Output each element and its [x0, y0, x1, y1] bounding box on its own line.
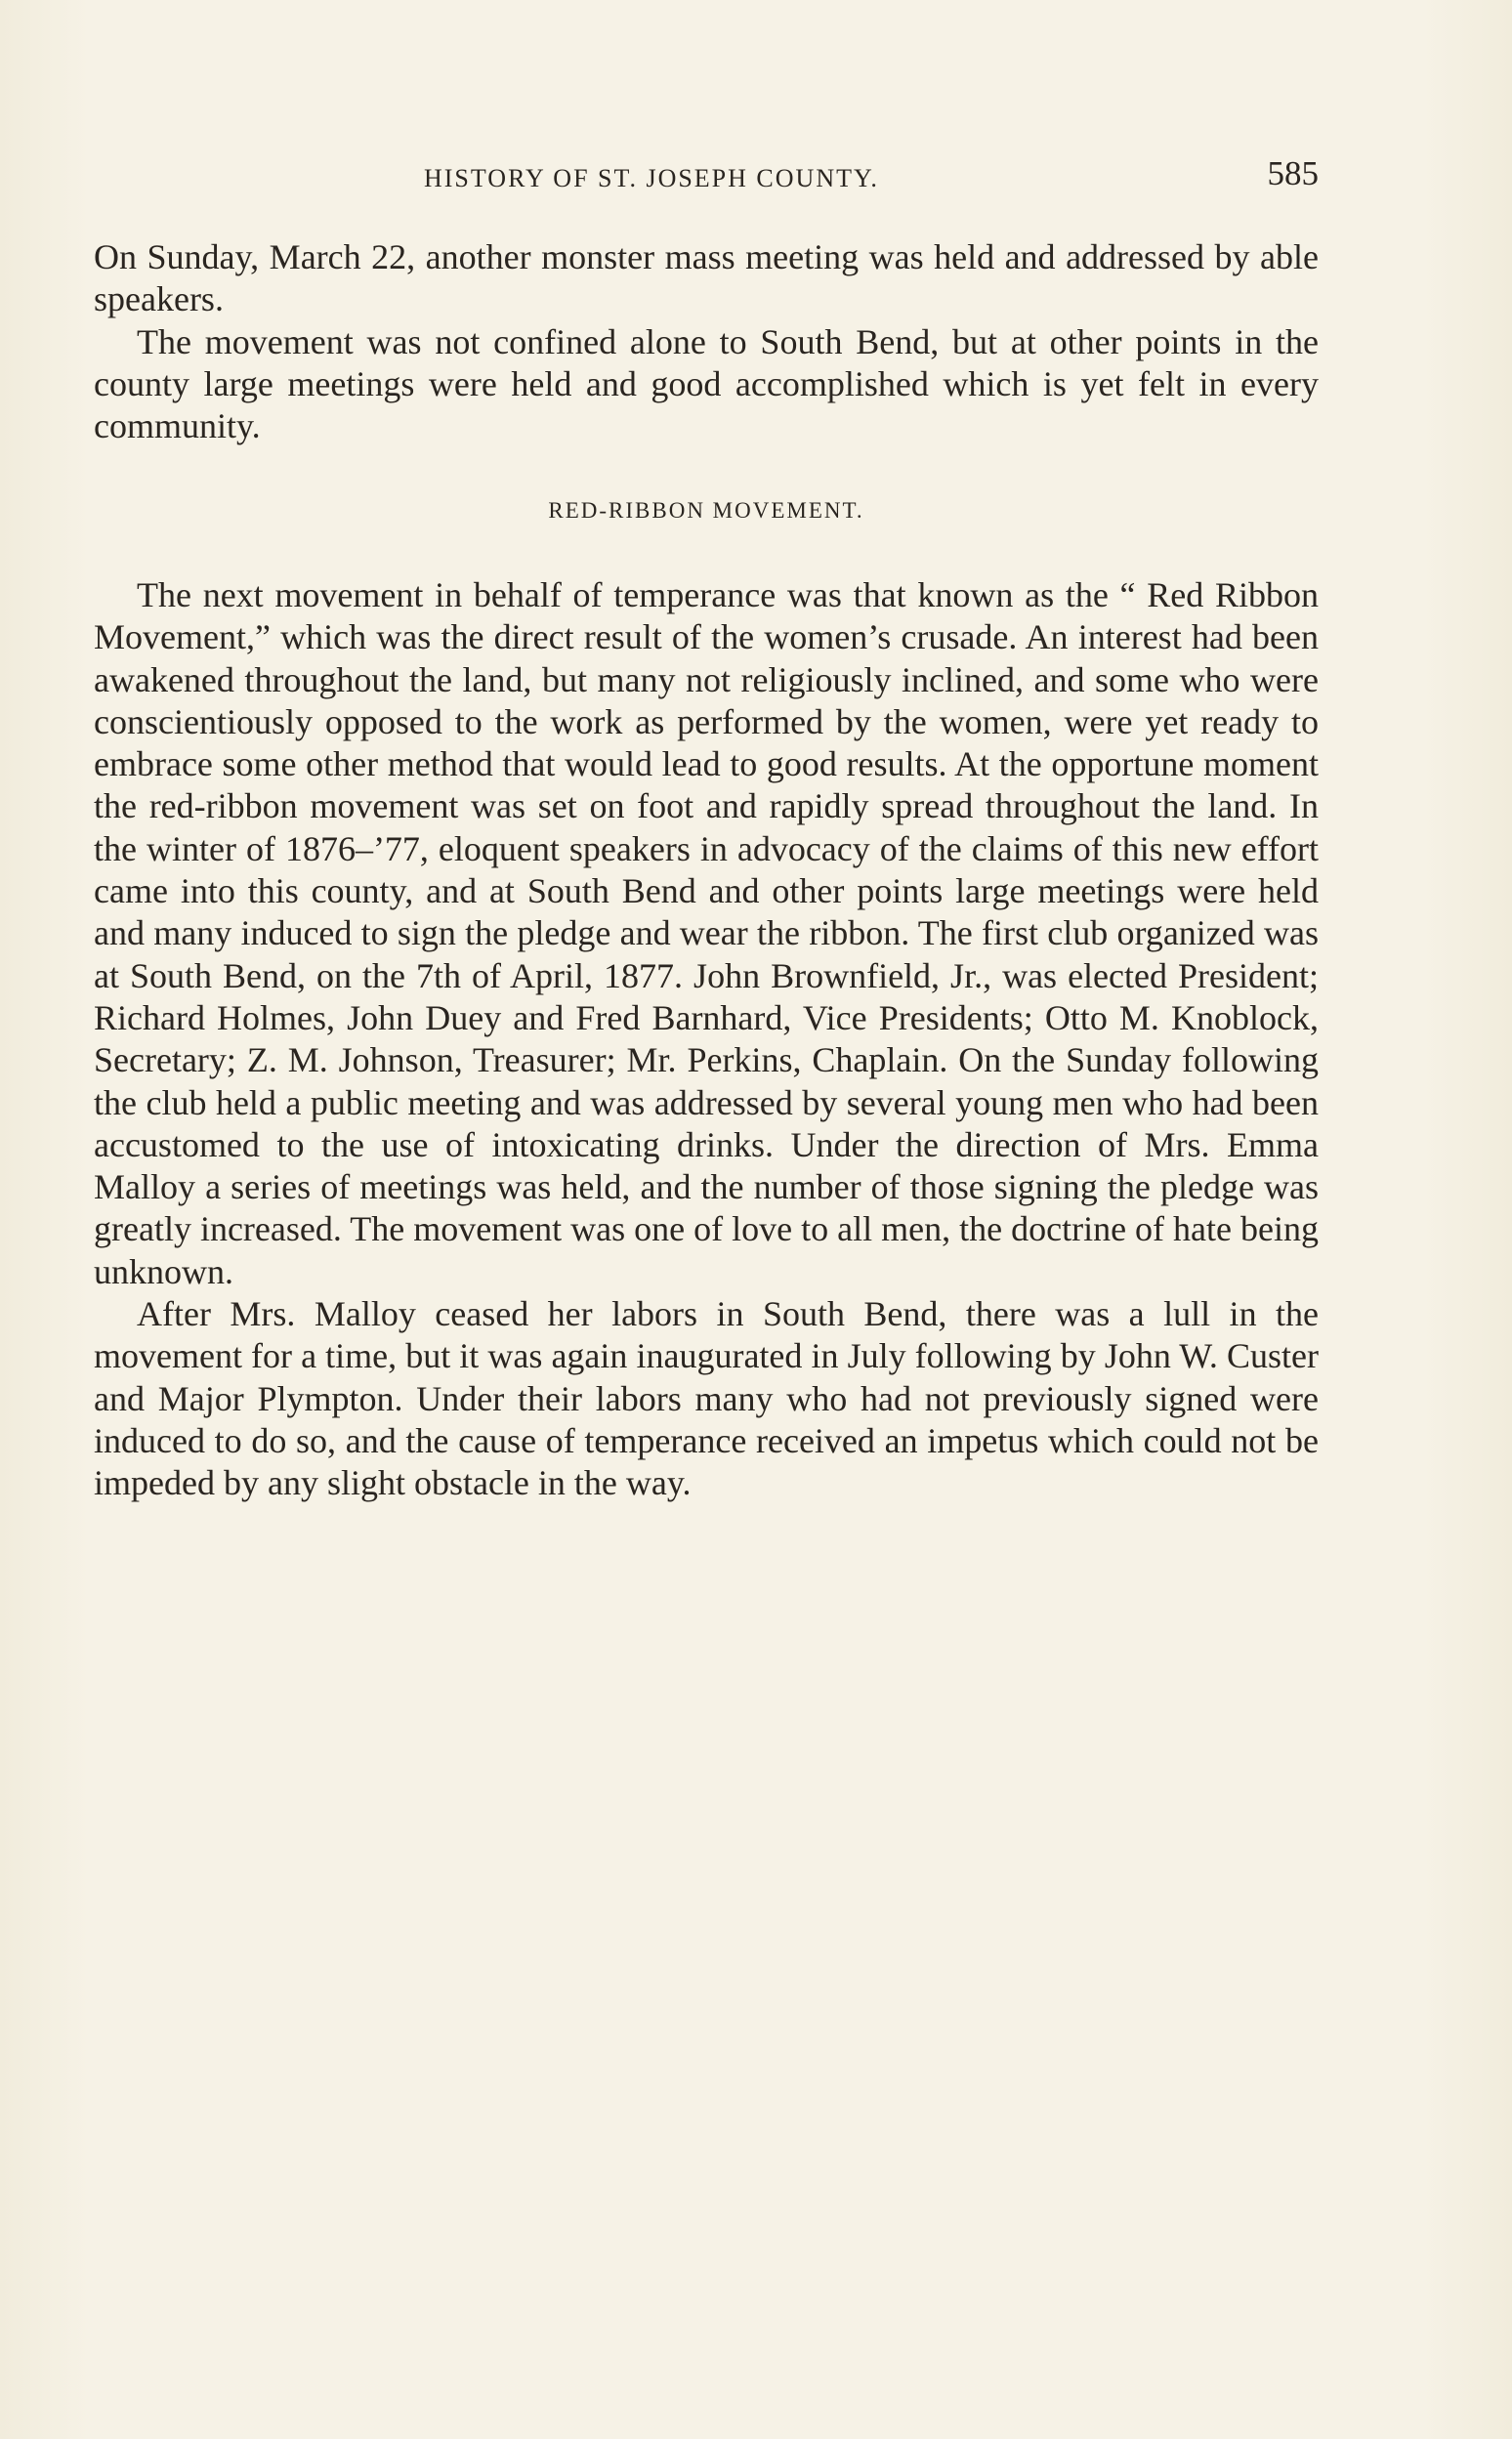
running-title: HISTORY OF ST. JOSEPH COUNTY. — [424, 164, 879, 192]
running-head — [94, 156, 1319, 199]
paragraph: On Sunday, March 22, another monster mass meeting was held and addressed by able speakers. — [94, 237, 1319, 319]
opening-text — [94, 236, 1319, 447]
section-body — [94, 574, 1319, 1505]
paragraph: The next movement in behalf of temperance was that known as the “ Red Ribbon Movement,” which was the direct result of the women’s crusade. An interest had been awakened throughout the land, but many not religiously inclined, and some who were conscientiously opposed to the work as performed by the women, were yet ready to embrace some other method that would lead to good results. At the opportune moment the red-ribbon movement was set on foot and rapidly spread throughout the land. In the winter of 1876–’77, eloquent speakers in advocacy of the claims of this new effort came into this county, and at South Bend and other points large meetings were held and many induced to sign the pledge and wear the ribbon. The first club organized was at South Bend, on the 7th of April, 1877. John Brownfield, Jr., was elected President; Richard Holmes, John Duey and Fred Barnhard, Vice Presidents; Otto M. Knoblock, Secretary; Z. M. Johnson, Treasurer; Mr. Perkins, Chaplain. On the Sunday following the club held a public meeting and was addressed by several young men who had been accustomed to the use of intoxicating drinks. Under the direction of Mrs. Emma Malloy a series of meetings was held, and the number of those signing the pledge was greatly increased. The movement was one of love to all men, the doctrine of hate being unknown. — [94, 575, 1319, 1291]
paragraph: The movement was not confined alone to South Bend, but at other points in the county large meetings were held and good accomplished which is yet felt in every community. — [94, 321, 1319, 446]
section-heading: RED-RIBBON MOVEMENT. — [548, 498, 864, 523]
paragraph: After Mrs. Malloy ceased her labors in South Bend, there was a lull in the movement for a time, but it was again inaugurated in July following by John W. Custer and Major Plympton. Under their labors many who had not previously signed were induced to do so, and the cause of temperance received an impetus which could not be impeded by any slight obstacle in the way. — [94, 1294, 1319, 1503]
page-number: 585 — [1267, 154, 1319, 192]
